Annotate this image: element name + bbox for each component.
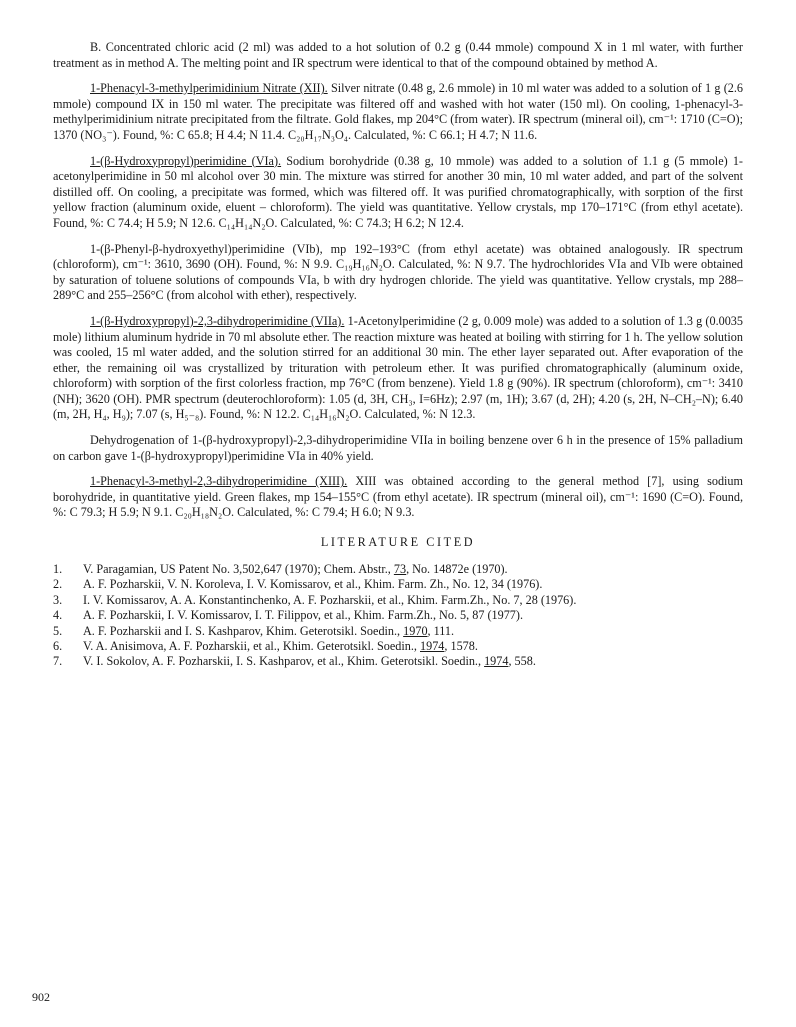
reference-item	[53, 624, 743, 639]
compound-heading: 1-Phenacyl-3-methyl-2,3-dihydroperimidine (XIII).	[90, 474, 348, 489]
reference-list	[53, 562, 743, 670]
reference-text-part: V. I. Sokolov, A. F. Pozharskii, I. S. Kashparov, et al., Khim. Geterotsikl. Soedin.,	[83, 654, 485, 669]
literature-cited-heading: LITERATURE CITED	[320, 535, 476, 550]
reference-item	[53, 654, 743, 669]
reference-text-part: I. V. Komissarov, A. A. Konstantinchenko, A. F. Pozharskii, et al., Khim. Farm.Zh., No. 7, 28 (1976).	[83, 592, 577, 607]
reference-item	[53, 608, 743, 623]
reference-number: 7.	[53, 654, 63, 669]
compound-heading: 1-(β-Hydroxypropyl)-2,3-dihydroperimidine (VIIa).	[90, 313, 345, 328]
reference-item	[53, 577, 743, 592]
reference-volume: 1974	[420, 639, 445, 654]
paragraph-dehydrogenation	[53, 433, 743, 464]
paragraph-text: 1-(β-Phenyl-β-hydroxyethyl)perimidine (VIb), mp 192–193°C (from ethyl acetate) was obtained analogously. IR spectrum (chloroform), cm⁻¹: 3610, 3690 (OH). Found, %: N 9.9. C₁₉H₁₆N₂O. Calculated, %: N 9.7. The hydrochlorides VIa and VIb were obtained by saturation of toluene solutions of compounds VIa, b with dry hydrogen chloride. The yield was quantitative. Yellow crystals, mp 288–289°C and 255–256°C (from alcohol with ether), respectively.	[53, 241, 743, 303]
reference-number: 4.	[53, 608, 63, 623]
reference-number: 3.	[53, 592, 63, 607]
reference-text-part: A. F. Pozharskii and I. S. Kashparov, Khim. Geterotsikl. Soedin.,	[83, 623, 404, 638]
reference-volume: 1970	[403, 623, 428, 638]
page-body	[53, 40, 743, 670]
paragraph-compound-viia	[53, 314, 743, 423]
paragraph-text: XIII was obtained according to the general method [7], using sodium borohydride, in quantitative yield. Green flakes, mp 154–155°C (from ethyl acetate). IR spectrum (mineral oil), cm⁻¹: 1690 (C=O). Found, %: C 79.3; H 5.9; N 9.1. C₂₀H₁₈N₂O. Calculated, %: C 79.4; H 6.0; N 9.3.	[53, 474, 743, 520]
reference-text	[83, 624, 743, 639]
paragraph-compound-via	[53, 154, 743, 232]
paragraph-method-b	[53, 40, 743, 71]
reference-volume: 1974	[484, 654, 509, 669]
paragraph-text: Dehydrogenation of 1-(β-hydroxypropyl)-2,3-dihydroperimidine VIIa in boiling benzene over 6 h in the presence of 15% palladium on carbon gave 1-(β-hydroxypropyl)perimidine VIa in 40% yield.	[53, 433, 743, 463]
reference-number: 1.	[53, 562, 63, 577]
reference-number: 2.	[53, 577, 63, 592]
experimental-text	[53, 40, 743, 521]
reference-text-part: , No. 14872e (1970).	[406, 562, 508, 577]
compound-heading: 1-(β-Hydroxypropyl)perimidine (VIa).	[90, 153, 282, 168]
reference-text-part: V. A. Anisimova, A. F. Pozharskii, et al., Khim. Geterotsikl. Soedin.,	[83, 639, 420, 654]
reference-text	[83, 639, 743, 654]
reference-text-part: A. F. Pozharskii, I. V. Komissarov, I. T. Filippov, et al., Khim. Farm.Zh., No. 5, 87 (1977).	[83, 608, 524, 623]
paragraph-text: Sodium borohydride (0.38 g, 10 mmole) was added to a solution of 1.1 g (5 mmole) 1-acetonylperimidine in 50 ml alcohol over 30 min. The mixture was stirred for another 30 min, 10 ml water added, and part of the solvent distilled off. On cooling, a precipitate was formed, which was filtered off. It was purified chromatographically, with sorption of the first yellow fraction (aluminum oxide, eluent – chloroform). The yield was quantitative. Yellow crystals, mp 170–171°C (from ethyl acetate). Found, %: C 74.4; H 5.9; N 12.6. C₁₄H₁₄N₂O. Calculated, %: C 74.3; H 6.2; N 12.4.	[53, 153, 743, 230]
paragraph-text: B. Concentrated chloric acid (2 ml) was added to a hot solution of 0.2 g (0.44 mmole) compound X in 1 ml water, with further treatment as in method A. The melting point and IR spectrum were identical to that of the compound obtained by method A.	[53, 40, 743, 70]
page-number: 902	[32, 990, 50, 1004]
paragraph-compound-vib	[53, 242, 743, 304]
paragraph-text: 1-Acetonylperimidine (2 g, 0.009 mole) was added to a solution of 1.3 g (0.0035 mole) lithium aluminum hydride in 70 ml absolute ether. The reaction mixture was heated at boiling with stirring for 1 h. The yellow solution was cooled, 15 ml water added, and the solution stirred for an additional 30 min. The ether layer separated out. After evaporation of the ether, the remaining oil was crystallized by trituration with petroleum ether. It was purified chromatographically (aluminum oxide, chloroform) with sorption of the first colorless fraction, mp 76°C (from benzene). Yield 1.8 g (90%). IR spectrum (chloroform), cm⁻¹: 3410 (NH); 3620 (OH). PMR spectrum (deuterochloroform): 1.05 (d, 3H, CH₃, I=6Hz); 2.97 (m, 1H); 3.67 (d, 2H); 4.20 (s, 2H, N–CH₂–N); 6.40 (m, 2H, H₄, H₉); 7.07 (s, H₅₋₈). Found, %: N 12.2. C₁₄H₁₆N₂O. Calculated, %: N 12.3.	[53, 313, 743, 422]
reference-text	[83, 577, 743, 592]
reference-number: 6.	[53, 639, 63, 654]
reference-item	[53, 639, 743, 654]
paragraph-compound-xiii	[53, 474, 743, 521]
reference-text	[83, 608, 743, 623]
reference-text	[83, 654, 743, 669]
reference-number: 5.	[53, 623, 63, 638]
reference-item	[53, 593, 743, 608]
reference-text	[83, 593, 743, 608]
compound-heading: 1-Phenacyl-3-methylperimidinium Nitrate (XII).	[90, 81, 328, 96]
reference-text-part: A. F. Pozharskii, V. N. Koroleva, I. V. Komissarov, et al., Khim. Farm. Zh., No. 12, 34 (1976).	[83, 577, 543, 592]
reference-text-part: V. Paragamian, US Patent No. 3,502,647 (1970); Chem. Abstr.,	[83, 562, 394, 577]
paragraph-text: Silver nitrate (0.48 g, 2.6 mmole) in 10 ml water was added to a solution of 1 g (2.6 mmole) compound IX in 150 ml water. The precipitate was filtered off and washed with hot water (150 ml). On cooling, 1-phenacyl-3-methylperimidinium nitrate precipitated from the filtrate. Gold flakes, mp 204°C (from water). IR spectrum (mineral oil), cm⁻¹: 1710 (C=O); 1370 (NO₃⁻). Found, %: C 65.8; H 4.4; N 11.4. C₂₀H₁₇N₃O₄. Calculated, %: C 66.1; H 4.7; N 11.6.	[53, 81, 743, 142]
reference-text-part: , 558.	[508, 654, 536, 669]
reference-volume: 73	[393, 562, 407, 577]
reference-item	[53, 562, 743, 577]
paragraph-compound-xii	[53, 81, 743, 143]
reference-text-part: , 111.	[427, 623, 455, 638]
reference-text	[83, 562, 743, 577]
reference-text-part: , 1578.	[444, 639, 478, 654]
